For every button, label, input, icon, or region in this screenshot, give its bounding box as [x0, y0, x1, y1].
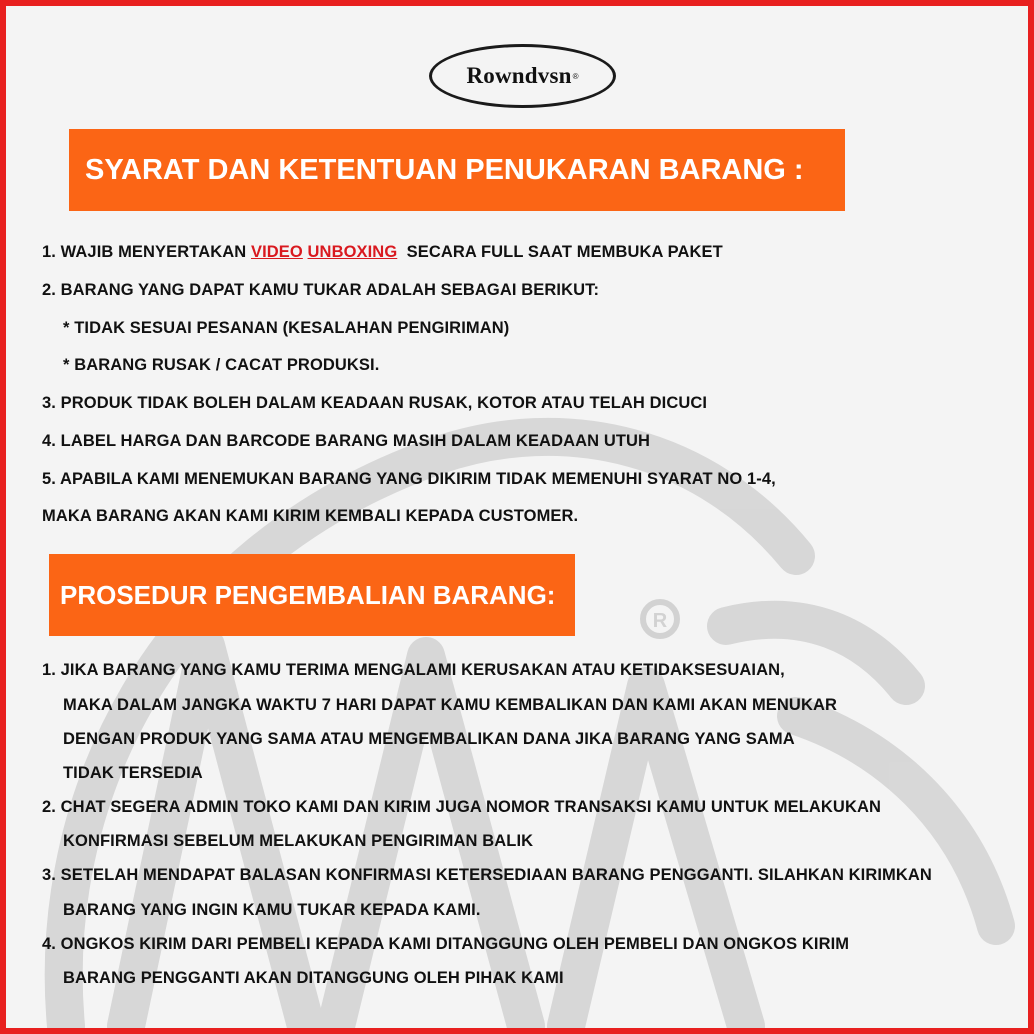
terms-item-1-prefix: 1. WAJIB MENYERTAKAN	[42, 243, 251, 261]
procedure-item-2-line-1: 2. CHAT SEGERA ADMIN TOKO KAMI DAN KIRIM JUGA NOMOR TRANSAKSI KAMU UNTUK MELAKUKAN	[42, 798, 881, 816]
registered-mark: ®	[572, 71, 579, 81]
procedure-item-3-line-1: 3. SETELAH MENDAPAT BALASAN KONFIRMASI KETERSEDIAAN BARANG PENGGANTI. SILAHKAN KIRIMKAN	[42, 866, 932, 884]
terms-item-2: 2. BARANG YANG DAPAT KAMU TUKAR ADALAH SEBAGAI BERIKUT:	[42, 281, 600, 299]
procedure-item-4-line-1: 4. ONGKOS KIRIM DARI PEMBELI KEPADA KAMI DITANGGUNG OLEH PEMBELI DAN ONGKOS KIRIM	[42, 935, 850, 953]
procedure-item-1-line-3: DENGAN PRODUK YANG SAMA ATAU MENGEMBALIKAN DANA JIKA BARANG YANG SAMA	[63, 730, 795, 748]
video-link[interactable]: VIDEO	[250, 243, 303, 261]
procedure-heading-banner	[49, 554, 575, 636]
svg-text:R: R	[652, 610, 668, 632]
terms-item-5-line-1: 5. APABILA KAMI MENEMUKAN BARANG YANG DIKIRIM TIDAK MEMENUHI SYARAT NO 1-4,	[42, 470, 776, 488]
procedure-item-3-line-2: BARANG YANG INGIN KAMU TUKAR KEPADA KAMI.	[63, 901, 481, 919]
procedure-item-1-line-4: TIDAK TERSEDIA	[63, 764, 203, 782]
procedure-heading: PROSEDUR PENGEMBALIAN BARANG:	[60, 579, 556, 610]
terms-item-2-sub-2: * BARANG RUSAK / CACAT PRODUKSI.	[63, 356, 380, 374]
terms-item-1	[42, 243, 723, 262]
terms-item-4: 4. LABEL HARGA DAN BARCODE BARANG MASIH DALAM KEADAAN UTUH	[42, 432, 651, 450]
terms-item-3: 3. PRODUK TIDAK BOLEH DALAM KEADAAN RUSAK, KOTOR ATAU TELAH DICUCI	[42, 394, 708, 412]
terms-heading-banner	[69, 129, 845, 211]
terms-item-2-sub-1: * TIDAK SESUAI PESANAN (KESALAHAN PENGIRIMAN)	[63, 319, 510, 337]
procedure-item-1-line-1: 1. JIKA BARANG YANG KAMU TERIMA MENGALAMI KERUSAKAN ATAU KETIDAKSESUAIAN,	[42, 661, 785, 679]
terms-heading: SYARAT DAN KETENTUAN PENUKARAN BARANG :	[85, 153, 804, 186]
procedure-item-1-line-2: MAKA DALAM JANGKA WAKTU 7 HARI DAPAT KAMU KEMBALIKAN DAN KAMI AKAN MENUKAR	[63, 696, 837, 714]
procedure-item-2-line-2: KONFIRMASI SEBELUM MELAKUKAN PENGIRIMAN BALIK	[63, 832, 534, 850]
brand-logo	[429, 44, 616, 108]
brand-logo-text: Rowndvsn	[466, 63, 572, 88]
terms-item-1-suffix: SECARA FULL SAAT MEMBUKA PAKET	[406, 243, 723, 261]
procedure-item-4-line-2: BARANG PENGGANTI AKAN DITANGGUNG OLEH PIHAK KAMI	[63, 969, 564, 987]
unboxing-link[interactable]: UNBOXING	[307, 243, 398, 261]
terms-item-5-line-2: MAKA BARANG AKAN KAMI KIRIM KEMBALI KEPADA CUSTOMER.	[42, 507, 579, 525]
